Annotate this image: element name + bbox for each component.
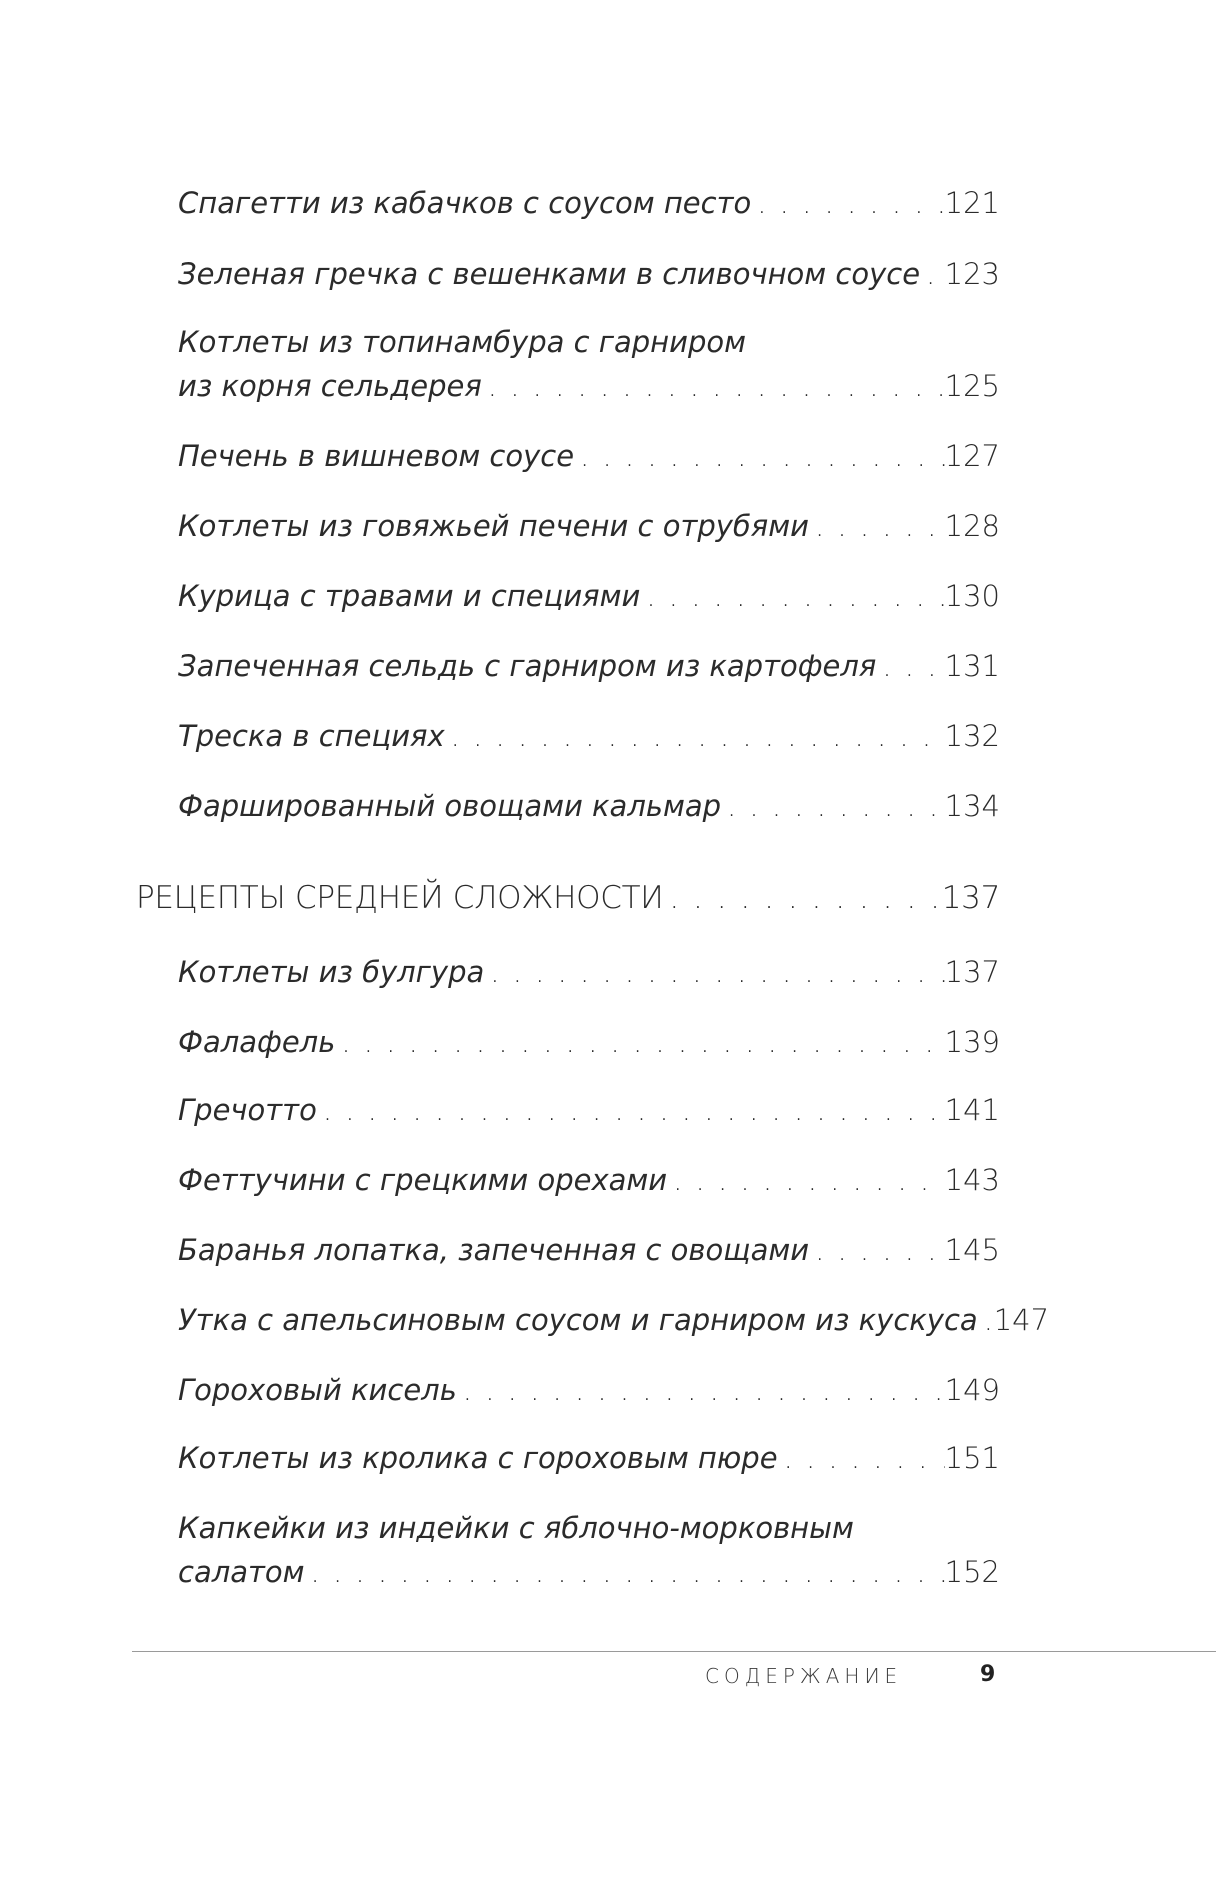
dot-leader <box>876 644 944 688</box>
toc-entry[interactable] <box>178 1506 1000 1594</box>
toc-section-title: РЕЦЕПТЫ СРЕДНЕЙ СЛОЖНОСТИ <box>136 880 664 916</box>
toc-entry-title: Запеченная сельдь с гарниром из картофеля <box>178 649 877 683</box>
toc-entry-title: Баранья лопатка, запеченная с овощами <box>178 1233 810 1267</box>
toc-entry-title: Курица с травами и специями <box>178 579 641 613</box>
dot-leader <box>663 876 941 920</box>
dot-leader <box>445 714 945 758</box>
dot-leader <box>482 364 945 408</box>
toc-entry[interactable] <box>178 714 1000 758</box>
dot-leader <box>778 1436 945 1480</box>
dot-leader <box>305 1550 945 1594</box>
toc-entry-title: из корня сельдерея <box>178 369 482 403</box>
toc-entry-title: Фалафель <box>178 1025 336 1059</box>
toc-entry-title: Гречотто <box>178 1093 317 1127</box>
toc-entry-page: 139 <box>944 1025 1000 1059</box>
dot-leader <box>317 1088 945 1132</box>
toc-entry[interactable] <box>178 434 1000 478</box>
toc-entry-page: 152 <box>944 1555 1000 1589</box>
toc-entry[interactable] <box>178 252 1000 296</box>
toc-entry[interactable] <box>178 504 1000 548</box>
toc-entry[interactable] <box>178 574 1000 618</box>
toc-entry[interactable] <box>178 320 1000 408</box>
toc-entry-title: Фаршированный овощами кальмар <box>178 789 721 823</box>
dot-leader <box>640 574 944 618</box>
toc-entry-title: Печень в вишневом соусе <box>178 439 575 473</box>
dot-leader <box>920 252 945 296</box>
toc-entry[interactable] <box>178 181 1000 225</box>
toc-entry[interactable] <box>178 1088 1000 1132</box>
toc-entry-title: Котлеты из булгура <box>178 955 485 989</box>
toc-entry-page: 141 <box>944 1093 1000 1127</box>
toc-entry-page: 149 <box>944 1373 1000 1407</box>
toc-entry[interactable] <box>178 784 1000 828</box>
toc-entry-page: 121 <box>944 186 1000 220</box>
toc-entry-page: 127 <box>944 439 1000 473</box>
toc-entry-title: Зеленая гречка с вешенками в сливочном соусе <box>178 257 921 291</box>
page-number: 9 <box>980 1662 996 1687</box>
toc-entry-page: 132 <box>944 719 1000 753</box>
dot-leader <box>667 1158 945 1202</box>
toc-entry-page: 147 <box>993 1303 1050 1337</box>
footer-divider <box>132 1651 1216 1652</box>
running-footer-label: СОДЕРЖАНИЕ <box>705 1664 903 1688</box>
toc-entry-title: салатом <box>178 1555 305 1589</box>
toc-section-heading[interactable] <box>136 876 1000 920</box>
toc-entry-title-line1: Капкейки из индейки с яблочно-морковным <box>178 1511 854 1545</box>
toc-entry-page: 131 <box>944 649 1000 683</box>
toc-section-page: 137 <box>941 880 1000 916</box>
toc-entry-page: 128 <box>944 509 1000 543</box>
dot-leader <box>484 950 944 994</box>
toc-entry-page: 145 <box>944 1233 1000 1267</box>
toc-entry-title: Котлеты из кролика с гороховым пюре <box>178 1441 778 1475</box>
dot-leader <box>751 181 944 225</box>
toc-entry-page: 151 <box>944 1441 1000 1475</box>
toc-entry[interactable] <box>178 1298 1050 1342</box>
toc-entry-page: 143 <box>944 1163 1000 1197</box>
toc-entry-title-line1: Котлеты из топинамбура с гарниром <box>178 325 747 359</box>
dot-leader <box>978 1298 994 1342</box>
toc-entry[interactable] <box>178 950 1000 994</box>
dot-leader <box>809 1228 945 1272</box>
toc-entry-title: Спагетти из кабачков с соусом песто <box>178 186 752 220</box>
toc-entry[interactable] <box>178 1158 1000 1202</box>
dot-leader <box>574 434 945 478</box>
toc-entry-page: 130 <box>944 579 1000 613</box>
toc-entry-title: Треска в специях <box>178 719 445 753</box>
dot-leader <box>335 1020 944 1064</box>
toc-entry-page: 137 <box>944 955 1000 989</box>
toc-entry[interactable] <box>178 1368 1000 1412</box>
toc-entry-title: Феттучини с грецкими орехами <box>178 1163 668 1197</box>
toc-entry[interactable] <box>178 1436 1000 1480</box>
toc-entry-page: 123 <box>944 257 1000 291</box>
toc-entry[interactable] <box>178 1020 1000 1064</box>
dot-leader <box>809 504 945 548</box>
toc-entry-page: 125 <box>944 369 1000 403</box>
toc-entry[interactable] <box>178 644 1000 688</box>
dot-leader <box>457 1368 945 1412</box>
toc-entry-page: 134 <box>944 789 1000 823</box>
toc-entry-title: Котлеты из говяжьей печени с отрубями <box>178 509 809 543</box>
toc-entry[interactable] <box>178 1228 1000 1272</box>
toc-entry-title: Гороховый кисель <box>178 1373 457 1407</box>
toc-entry-title: Утка с апельсиновым соусом и гарниром из кускуса <box>178 1303 978 1337</box>
dot-leader <box>721 784 945 828</box>
